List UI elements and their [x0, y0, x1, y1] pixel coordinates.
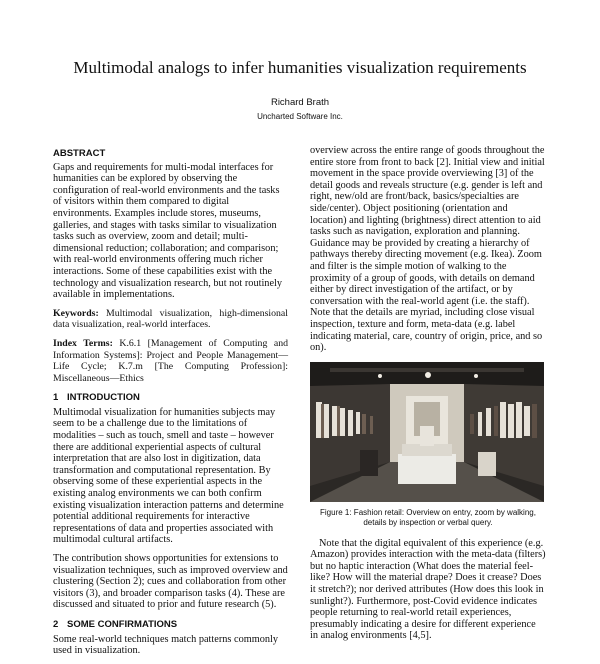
section-1-heading [53, 392, 288, 404]
section-1-number: 1 [53, 392, 59, 404]
abstract-text: Gaps and requirements for multi-modal interfaces for humanities can be explored by observing the configuration of real-world environments and the tasks of visitors within them compared to digital environments. Examples include stores, museums, galleries, and stages with tasks similar to visualization tasks such as overview, zoom and detail; multi-dimensional reduction; collaboration; and comparison; with real-world environments offering much richer interactions. Some of these capabilities exist with the technology and visualization research, but not routinely available in implementations. [53, 161, 283, 301]
right-column [310, 145, 546, 649]
index-terms [53, 338, 288, 384]
right-column-paragraph-1: overview across the entire range of goods throughout the entire store from front to back [2]. Initial view and initial movement in the space provide overviewing [3] of the detail goods and reveals structure (e.g. gender is left and right, new/old are front/back, basics/specialties are side/center). Object positioning (orientation and location) and lighting (brightness) direct attention to aid tasks such as navigation, exploration and planning. Guidance may be provided by creating a hierarchy of pathways thereby directing movement (e.g. Ikea). Zoom and filter is the simple motion of walking to the proximity of a group of goods, with details on demand either by direct investigation of the artifact, or by conversation with the real-world agent (i.e. the staff). Note that the details are myriad, including close visual inspection, texture and form, meta-data (e.g. label indicating material, care, country of origin, price, and so on). [310, 145, 545, 354]
section-2-heading [53, 619, 288, 631]
fashion-store-photo-icon [310, 362, 544, 502]
section-1-paragraph-1: Multimodal visualization for humanities subjects may seem to be a challenge due to the limitations of modalities – such as touch, smell and taste – however there are additional experiential aspects of cultural interpretation that are also lost in digitization, data transformation and computational representation. By observing some of these experiential aspects in the existing analog environments we can both confirm existing visualization interaction patterns and determine potential additional requirements for interactive representations of data and properties associated with multimodal cultural artifacts. [53, 406, 284, 546]
keywords-text: Multimodal visualization, high-dimensional data visualization, real-world interfaces. [53, 307, 288, 331]
section-1-title: INTRODUCTION [67, 392, 140, 404]
figure-1-photo [310, 362, 544, 502]
keywords [53, 308, 288, 331]
paper-title: Multimodal analogs to infer humanities visualization requirements [73, 58, 527, 77]
section-2-title: SOME CONFIRMATIONS [67, 618, 178, 630]
abstract-heading: ABSTRACT [53, 148, 106, 159]
left-column [53, 148, 288, 664]
section-2-number: 2 [53, 618, 59, 630]
section-2-paragraph-1: Some real-world techniques match patterns commonly used in visualization. [53, 633, 279, 657]
index-terms-label: Index Terms: [53, 337, 113, 349]
section-1-paragraph-2: The contribution shows opportunities for extensions to visualization techniques, such as improved overview and clustering (Section 2); cues and collaboration from other visitors (3), and broader comparison tasks (4). These are discussed and situated to prior and future research (5). [53, 553, 288, 611]
author-name: Richard Brath [270, 97, 330, 108]
keywords-label: Keywords: [53, 307, 99, 319]
author-affiliation: Uncharted Software Inc. [257, 112, 343, 121]
right-column-paragraph-2: Note that the digital equivalent of this experience (e.g. Amazon) provides interaction with the meta-data (filters) but no haptic interaction (What does the material feel-like? How will the material drape? Does it crease? Does it stretch?); nor derived attributes (How does this look in sunlight?). Furthermore, post-Covid evidence indicates people returning to real-world retail experiences, presumably indicating a desire for different experience in analog environments [4,5]. [310, 537, 546, 642]
index-terms-text: K.6.1 [Management of Computing and Information Systems]: Project and People Management—Life Cycle; K.7.m [The Computing Profession]: Miscellaneous—Ethics [53, 337, 288, 384]
figure-1-caption: Figure 1: Fashion retail: Overview on entry, zoom by walking, details by inspection or verbal query. [320, 507, 536, 527]
